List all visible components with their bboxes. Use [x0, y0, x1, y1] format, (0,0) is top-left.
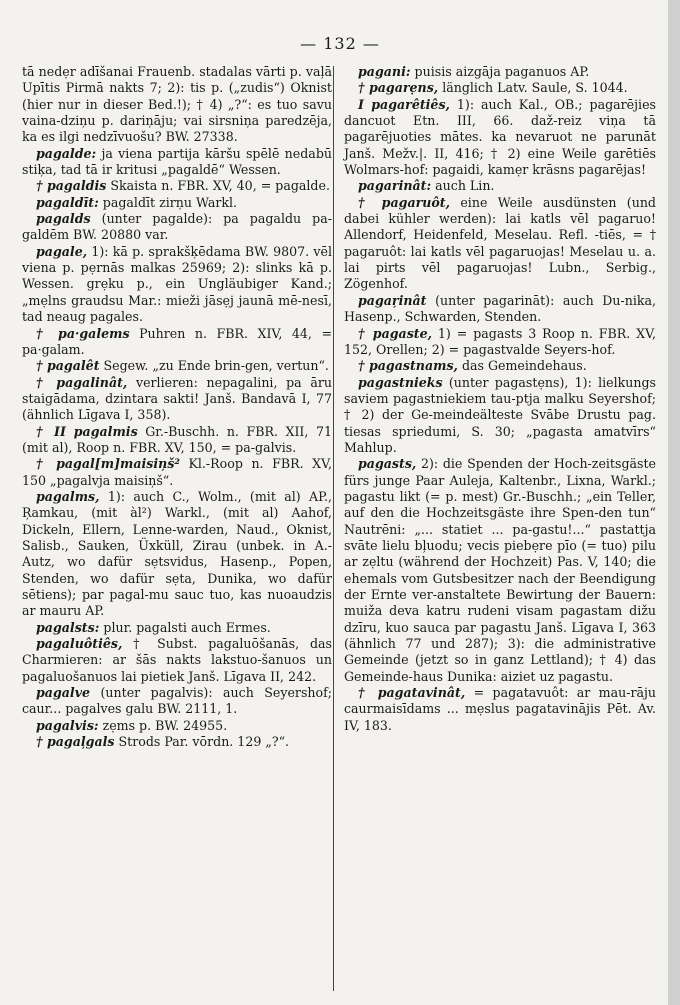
entry-headword: pagalsts:: [36, 619, 100, 635]
dictionary-entry: [22, 244, 332, 326]
entry-headword: pagale,: [36, 243, 88, 259]
entry-headword: † pagaruôt,: [358, 194, 450, 210]
scan-edge: [668, 0, 680, 1005]
entry-text: = pagatavuôt: ar mau-rāju caurmaisīdams ... mẹslus pagatavinājis Pēt. Av. IV, 183.: [344, 685, 657, 733]
right-column: [344, 64, 656, 734]
dictionary-entry: [22, 685, 332, 718]
entry-headword: I pagarêtiês,: [358, 96, 450, 112]
dictionary-entry: [22, 718, 332, 734]
dictionary-entry: [344, 97, 656, 179]
dictionary-entry: [22, 734, 332, 750]
entry-headword: † pagal[m]maisiņš²: [36, 456, 180, 472]
entry-text: 1): kā p. sprakšķēdama BW. 9807. vēl viena p. pẹrnās malkas 25969; 2): slinks kā p. Wessen. grẹku p., ein Ungläubiger Kand.; „mẹlns graudsu Mar.: mieži jāsẹj jaunā mē-nesī, tad neaug pagales.: [22, 243, 332, 325]
entry-text: 1): auch Kal., OB.; pagarējies dancuot Etn. III, 66. daž-reiz viņa tā pagarējuoties mātes. ka nevaruot ne parunāt Janš. Mežv.|. II, 416; † 2) eine Weile garētiēs Wolmars-hof: pagaidi, kamẹr krāsns pagarējas!: [344, 96, 656, 178]
dictionary-entry: [22, 178, 332, 194]
dictionary-entry: [344, 195, 656, 293]
entry-text: plur. pagalsti auch Ermes.: [99, 619, 271, 635]
left-column: [22, 64, 332, 750]
entry-text: Strods Par. vōrdn. 129 „?“.: [114, 734, 290, 750]
entry-text: ja viena partija kāršu spēlē nedabū stiķa, tad tā ir kritusi „pagaldē“ Wessen.: [22, 145, 332, 178]
entry-text: länglich Latv. Saule, S. 1044.: [438, 80, 628, 96]
entry-text: Gr.-Buschh. n. FBR. XII, 71 (mit al), Roop n. FBR. XV, 150, = pa-galvis.: [22, 423, 332, 455]
entry-headword: pagalms,: [36, 488, 100, 504]
entry-headword: pagalve: [36, 685, 91, 701]
entry-headword: pagaluôtiês,: [36, 636, 123, 652]
dictionary-entry: [22, 456, 332, 489]
dictionary-entry: [344, 326, 656, 359]
entry-text: puisis aizgāja paganuos AP.: [410, 64, 590, 79]
entry-headword: † pagarẹns,: [358, 80, 439, 96]
entry-headword: † pagaļgals: [36, 734, 115, 750]
entry-headword: † pagatavinât,: [358, 685, 466, 701]
dictionary-entry: [22, 375, 332, 424]
entry-headword: † pagaste,: [358, 325, 433, 341]
entry-headword: † pagalinât,: [36, 374, 128, 390]
entry-text: (unter pagastẹns), 1): lielkungs saviem pagastniekiem tau-ptja malku Seyershof; † 2) der Ge-meindeälteste Svābe Drustu pag. tiesas spriedumi, S. 30; „pagasta amatvīrs“ Mahlup.: [344, 374, 656, 455]
dictionary-entry: [22, 211, 332, 244]
entry-headword: pagaldīt:: [36, 194, 99, 210]
dictionary-entry: [22, 489, 332, 620]
dictionary-entry: [344, 685, 656, 734]
entry-text: (unter pagalde): pa pagaldu pa-galdēm BW. 20880 var.: [22, 211, 332, 243]
entry-text: das Gemeindehaus.: [457, 358, 587, 374]
entry-text: (unter pagalvis): auch Seyershof; caur... pagalves galu BW. 2111, 1.: [22, 685, 332, 717]
entry-headword: pagarinât:: [358, 178, 432, 194]
entry-text: (unter pagarināt): auch Du-nika, Hasenp., Schwarden, Stenden.: [344, 292, 656, 325]
dictionary-entry: [22, 620, 332, 636]
dictionary-entry: [344, 456, 656, 685]
entry-headword: † II pagalmis: [36, 423, 138, 439]
column-divider: [333, 66, 334, 991]
entry-headword: pagastnieks: [358, 374, 443, 390]
dictionary-entry: [22, 195, 332, 211]
dictionary-entry: [344, 358, 656, 374]
entry-text: tā nedẹr adīšanai Frauenb. stadalas vārti p. vaļā Upītis Pirmā nakts 7; 2): tis p. („zudis“) Oknist (hier nur in dieser Bed.!); † 4) „?“: es tuo savu vaina-dziņu p. dariņāju; vai sirsniņa paredzēja, ka es ilgi nedzīvuošu? BW. 27338.: [22, 64, 332, 145]
entry-text: † Subst. pagaluōšanās, das Charmieren: ar šās nakts lakstuo-šanuos un pagaluošanuos lai pietiek Janš. Līgava II, 242.: [22, 636, 332, 684]
dictionary-entry: [22, 146, 332, 179]
entry-text: eine Weile ausdünsten (und dabei kühler werden): lai katls vēl pagaruo! Allendorf, Heidenfeld, Meselau. Refl. -tiēs, = † pagaruôt: lai katls vēl pagaruojas! Meselau u. a. lai pirts vēl pagaruojas! Lubn., Serbig., Zögenhof.: [344, 194, 656, 292]
entry-headword: pagalds: [36, 211, 91, 227]
entry-text: zẹms p. BW. 24955.: [98, 717, 228, 733]
entry-headword: pagaŗinât: [358, 292, 427, 308]
entry-headword: pagalde:: [36, 145, 97, 161]
dictionary-entry: [22, 424, 332, 457]
entry-text: 1) = pagasts 3 Roop n. FBR. XV, 152, Orellen; 2) = pagastvalde Seyers-hof.: [344, 325, 656, 357]
entry-headword: † pagalêt: [36, 358, 100, 374]
entry-headword: † pagastnams,: [358, 358, 458, 374]
entry-headword: pagani:: [358, 64, 411, 79]
dictionary-entry: [22, 636, 332, 685]
page-number: — 132 —: [300, 34, 380, 53]
entry-text: Skaista n. FBR. XV, 40, = pagalde.: [106, 178, 330, 194]
entry-headword: pagasts,: [358, 456, 417, 472]
entry-text: verlieren: nepagalini, pa āru staigādama, dzintara sakti! Janš. Bandavā I, 77 (ähnlich Līgava I, 358).: [22, 374, 332, 423]
entry-headword: pagalvis:: [36, 717, 99, 733]
entry-text: 1): auch C., Wolm., (mit al) AP., Ŗamkau, (mit àl²) Warkl., (mit al) Aahof, Dickeln, Ellern, Lenne-warden, Naud., Oknist, Salisb., Sauken, Üxküll, Zirau (unbek. in A.-Autz, wo dafür sẹtsvidus, Hasenp., Popen, Stenden, wo dafür sẹta, Dunika, wo dafür sētiens); par pagal-mu sauc tuo, kas nuoaudzis ar mauru AP.: [22, 488, 332, 619]
entry-text: auch Lin.: [431, 178, 495, 194]
dictionary-entry: [344, 375, 656, 457]
entry-text: Segew. „zu Ende brin-gen, vertun“.: [99, 358, 329, 374]
entry-text: Kl.-Roop n. FBR. XV, 150 „pagalvja maisiņš“.: [22, 456, 332, 488]
entry-text: pagaldīt zirņu Warkl.: [98, 194, 238, 210]
dictionary-entry: [344, 64, 656, 80]
entry-text: Puhren n. FBR. XIV, 44, = pa·galam.: [22, 325, 332, 357]
entry-headword: † pagaldis: [36, 178, 107, 194]
dictionary-entry: [22, 64, 332, 146]
dictionary-entry: [22, 358, 332, 374]
dictionary-entry: [344, 178, 656, 194]
entry-text: 2): die Spenden der Hoch-zeitsgäste fürs junge Paar Auleja, Kaltenbr., Lixna, Warkl.; pagastu likt (= p. mest) Gr.-Buschh.; „ein Teller, auf den die Hochzeitsgäste ihre Spen-den tun“ Nautrēni: „... statiet ... pa-gastu!...“ pastattja svāte lielu bļuodu; vecis piebẹre pīo (= tuo) pilu ar zẹltu (während der Hochzeit) Pas. V, 140; die ehemals vom Gutsbesitzer nach der Beendigung der Ernte ver-anstaltete Bewirtung der Bauern: muiža deva katru rudeni visam pagastam dižu dzīru, kuo sauca par pagastu Janš. Līgava I, 363 (ähnlich 77 und 287); 3): die administrative Gemeinde (jetzt so in ganz Lettland); † 4) das Gemeinde-haus Dunika: aiziet uz pagastu.: [344, 456, 656, 684]
dictionary-entry: [22, 326, 332, 359]
entry-headword: † pa·galems: [36, 325, 130, 341]
dictionary-entry: [344, 80, 656, 96]
dictionary-entry: [344, 293, 656, 326]
